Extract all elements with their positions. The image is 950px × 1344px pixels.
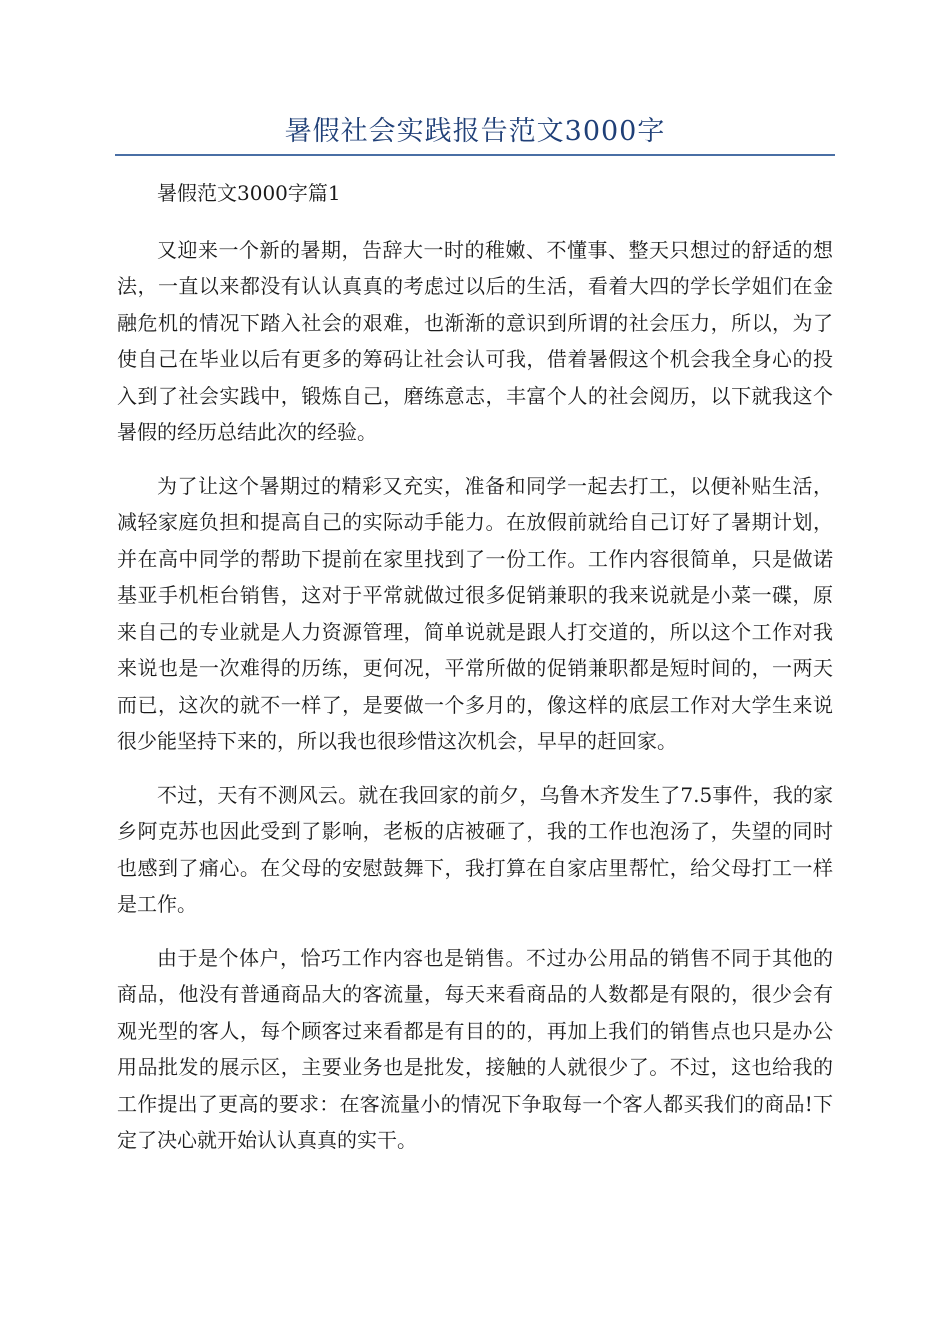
- document-body: [117, 175, 833, 1176]
- paragraph-1: 又迎来一个新的暑期，告辞大一时的稚嫩、不懂事、整天只想过的舒适的想法，一直以来都没有认认真真的考虑过以后的生活，看着大四的学长学姐们在金融危机的情况下踏入社会的艰难，也渐渐的意识到所谓的社会压力，所以，为了使自己在毕业以后有更多的筹码让社会认可我，借着暑假这个机会我全身心的投入到了社会实践中，锻炼自己，磨练意志，丰富个人的社会阅历，以下就我这个暑假的经历总结此次的经验。: [117, 237, 833, 444]
- paragraph-2: 为了让这个暑期过的精彩又充实，准备和同学一起去打工，以便补贴生活，减轻家庭负担和提高自己的实际动手能力。在放假前就给自己订好了暑期计划，并在高中同学的帮助下提前在家里找到了一份工作。工作内容很简单，只是做诺基亚手机柜台销售，这对于平常就做过很多促销兼职的我来说就是小菜一碟，原来自己的专业就是人力资源管理，简单说就是跟人打交道的，所以这个工作对我来说也是一次难得的历练，更何况，平常所做的促销兼职都是短时间的，一两天而已，这次的就不一样了，是要做一个多月的，像这样的底层工作对大学生来说很少能坚持下来的，所以我也很珍惜这次机会，早早的赶回家。: [117, 473, 833, 753]
- paragraph-4: 由于是个体户，恰巧工作内容也是销售。不过办公用品的销售不同于其他的商品，他没有普通商品大的客流量，每天来看商品的人数都是有限的，很少会有观光型的客人，每个顾客过来看都是有目的的，再加上我们的销售点也只是办公用品批发的展示区，主要业务也是批发，接触的人就很少了。不过，这也给我的工作提出了更高的要求：在客流量小的情况下争取每一个客人都买我们的商品!下定了决心就开始认认真真的实干。: [117, 945, 833, 1152]
- title-underline: [115, 154, 835, 156]
- paragraph-3: 不过，天有不测风云。就在我回家的前夕，乌鲁木齐发生了7.5事件，我的家乡阿克苏也因此受到了影响，老板的店被砸了，我的工作也泡汤了，失望的同时也感到了痛心。在父母的安慰鼓舞下，我打算在自家店里帮忙，给父母打工一样是工作。: [117, 782, 833, 916]
- section-heading: 暑假范文3000字篇1: [157, 181, 341, 205]
- document-title: 暑假社会实践报告范文3000字: [284, 116, 666, 147]
